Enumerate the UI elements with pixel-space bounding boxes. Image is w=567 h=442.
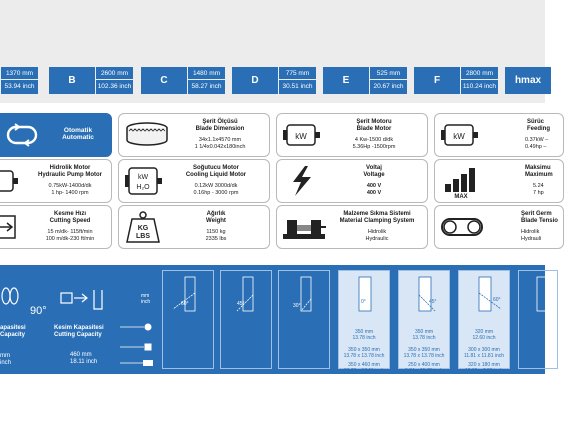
cut-angle-60-icon bbox=[167, 275, 211, 319]
capacity-round: 320 mm 12.60 inch bbox=[472, 329, 496, 341]
cut-angle-45-right-icon bbox=[403, 275, 447, 319]
weight-kg-text: KG bbox=[137, 225, 149, 232]
cutting-speed-title: Kesme Hızı Cutting Speed bbox=[49, 211, 91, 224]
rectangle-shape-icon bbox=[143, 360, 153, 366]
spec-blade-motor bbox=[276, 113, 428, 157]
dimension-inch: 30.51 inch bbox=[282, 83, 313, 90]
dimension-inch: 102.36 inch bbox=[97, 83, 132, 90]
dimension-inch: 110.24 inch bbox=[462, 83, 497, 90]
weight-value: 1150 kg 2335 lbs bbox=[205, 229, 227, 242]
hydraulic-motor-icon bbox=[0, 164, 19, 198]
blade-tension-value: Hidrolik Hydrauli bbox=[521, 229, 542, 242]
spec-automatic bbox=[0, 113, 112, 157]
clamping-value: Hidrolik Hydraulic bbox=[365, 229, 389, 242]
cutting-speed-value: 15 m/dk- 115ft/min 100 m/dk-230 ft/min bbox=[45, 229, 95, 242]
spec-feeding bbox=[434, 113, 564, 157]
capacity-square: 350 x 350 mm 13.78 x 13.78 inch bbox=[343, 347, 385, 359]
motor-kw-text: kW bbox=[295, 132, 307, 141]
max-power-bars-icon bbox=[439, 164, 483, 198]
svg-text:45°: 45° bbox=[429, 299, 437, 305]
dimension-mm: 525 mm bbox=[370, 67, 407, 80]
dimension-mm: 1370 mm bbox=[1, 67, 38, 80]
feeding-kw-text: kW bbox=[453, 132, 465, 141]
coolant-h2o-text: H₂O bbox=[136, 184, 150, 191]
hydraulic-motor-value: 0.75kW-1400d/dk 1 hp- 1400 rpm bbox=[48, 183, 92, 196]
unit-legend: mm inch bbox=[141, 293, 151, 305]
dimension-mm: 2800 mm bbox=[461, 67, 498, 80]
dimension-letter: D bbox=[232, 67, 278, 94]
dimension-inch: 53.94 inch bbox=[4, 83, 35, 90]
capacity-column-45-right bbox=[398, 270, 450, 374]
dimension-mm: 1480 mm bbox=[188, 67, 225, 80]
capacity-rectangle: 250 x 400 mm 9.84 x 15.75 inch bbox=[404, 362, 444, 374]
cut-angle-45-icon bbox=[225, 275, 269, 319]
vise-clamp-icon bbox=[281, 210, 327, 244]
spec-blade-tension bbox=[434, 205, 564, 249]
cutting-capacity-values: 460 mm 18.11 inch bbox=[70, 352, 98, 365]
hydraulic-motor-title: Hidrolik Motor Hydraulic Pump Motor bbox=[37, 165, 102, 178]
capacity-angle: 90° bbox=[30, 305, 47, 317]
cooling-motor-title: Soğutucu Motor Cooling Liquid Motor bbox=[185, 165, 247, 178]
capacity-round: 350 mm 13.78 inch bbox=[412, 329, 436, 341]
dimension-inch: 58.27 inch bbox=[191, 83, 222, 90]
dimension-letter: B bbox=[49, 67, 95, 94]
coolant-kw-text: kW bbox=[137, 174, 149, 181]
capacity-column-60-right bbox=[458, 270, 510, 374]
capacity-column-30-left bbox=[278, 270, 330, 369]
shape-markers bbox=[118, 321, 158, 371]
spec-voltage bbox=[276, 159, 428, 203]
cut-angle-0-icon bbox=[343, 275, 387, 319]
maximum-value: 5.24 7 hp bbox=[533, 183, 544, 196]
voltage-value: 400 V 400 V bbox=[366, 183, 382, 196]
voltage-title: Voltaj Voltage bbox=[363, 165, 385, 178]
svg-text:60°: 60° bbox=[493, 297, 501, 303]
dimension-letter: C bbox=[141, 67, 187, 94]
spec-cooling-motor bbox=[118, 159, 270, 203]
capacity-column-0 bbox=[338, 270, 390, 374]
capacity-square: 350 x 350 mm 13.78 x 13.78 inch bbox=[403, 347, 445, 359]
cutting-speed-icon bbox=[0, 210, 19, 244]
cut-angle-60-right-icon bbox=[463, 275, 507, 319]
svg-text:60°: 60° bbox=[181, 301, 189, 307]
spec-cutting-speed bbox=[0, 205, 112, 249]
spec-weight bbox=[118, 205, 270, 249]
dimension-mm: 775 mm bbox=[279, 67, 316, 80]
capacity-column-60-left bbox=[162, 270, 214, 369]
round-stock-icon bbox=[0, 285, 28, 307]
svg-text:45°: 45° bbox=[237, 301, 245, 307]
svg-text:0°: 0° bbox=[361, 299, 366, 305]
capacity-column-45-left bbox=[220, 270, 272, 369]
capacity-label-left: apasitesi Capacity bbox=[0, 325, 26, 338]
blade-tension-icon bbox=[439, 210, 485, 244]
dimension-strip bbox=[0, 0, 545, 103]
feeding-motor-icon bbox=[439, 118, 479, 152]
capacity-rectangle: 320 x 180 mm 12.60 x 7.09 inch bbox=[464, 362, 504, 374]
blade-dimension-title: Şerit Ölçüsü Blade Dimension bbox=[195, 119, 245, 132]
capacity-left-values: mm inch bbox=[0, 353, 12, 366]
lightning-bolt-icon bbox=[281, 164, 321, 198]
feed-direction-icon bbox=[58, 287, 108, 313]
clamping-title: Malzeme Sıkma Sistemi Material Clamping System bbox=[339, 211, 415, 224]
cutting-capacity-label: Kesim Kapasitesi Cutting Capacity bbox=[54, 325, 104, 338]
blade-motor-value: 4 Kw-1500 d/dk 5.36Hp -1500rpm bbox=[352, 137, 396, 150]
blade-tension-title: Şerit Germ Blade Tensio bbox=[521, 211, 558, 224]
capacity-rectangle: 350 x 460 mm 13.78 x 18.11 inch bbox=[343, 362, 385, 374]
weight-lbs-text: LBS bbox=[136, 233, 150, 240]
cutting-capacity-band bbox=[0, 265, 545, 374]
weight-icon bbox=[123, 210, 163, 244]
automatic-cycle-icon bbox=[5, 118, 39, 152]
round-shape-icon bbox=[145, 324, 152, 331]
capacity-square: 300 x 300 mm 11.81 x 11.81 inch bbox=[463, 347, 505, 359]
capacity-round: 350 mm 13.78 inch bbox=[352, 329, 376, 341]
spec-blade-dimension bbox=[118, 113, 270, 157]
dimension-inch: 20.67 inch bbox=[373, 83, 404, 90]
automatic-label: Otomatik Automatic bbox=[62, 127, 94, 141]
max-text: MAX bbox=[454, 194, 468, 200]
cut-angle-partial-icon bbox=[523, 275, 567, 319]
maximum-title: Maksimu Maximum bbox=[525, 165, 553, 178]
feeding-title: Sürüc Feeding bbox=[527, 119, 551, 132]
coolant-motor-icon bbox=[123, 164, 163, 198]
svg-text:30°: 30° bbox=[293, 303, 301, 309]
dimension-letter: hmax bbox=[505, 67, 551, 94]
blade-motor-title: Şerit Motoru Blade Motor bbox=[356, 119, 392, 132]
spec-hydraulic-motor bbox=[0, 159, 112, 203]
saw-blade-icon bbox=[123, 118, 171, 152]
square-shape-icon bbox=[145, 344, 152, 351]
cooling-motor-value: 0.12kW 3000d/dk 0.16hp - 3000 rpm bbox=[193, 183, 239, 196]
blade-dimension-value: 34x1.1x4570 mm 1 1/4x0.042x180inch bbox=[194, 137, 246, 150]
dimension-mm: 2600 mm bbox=[96, 67, 133, 80]
feeding-value: 0.37kW – 0.49hp – bbox=[525, 137, 549, 150]
spec-clamping-system bbox=[276, 205, 428, 249]
dimension-letter: E bbox=[323, 67, 369, 94]
dimension-letter: F bbox=[414, 67, 460, 94]
spec-maximum bbox=[434, 159, 564, 203]
capacity-column-partial bbox=[518, 270, 558, 369]
electric-motor-icon bbox=[281, 118, 321, 152]
weight-title: Ağırlık Weight bbox=[206, 211, 226, 224]
cut-angle-30-icon bbox=[283, 275, 327, 319]
